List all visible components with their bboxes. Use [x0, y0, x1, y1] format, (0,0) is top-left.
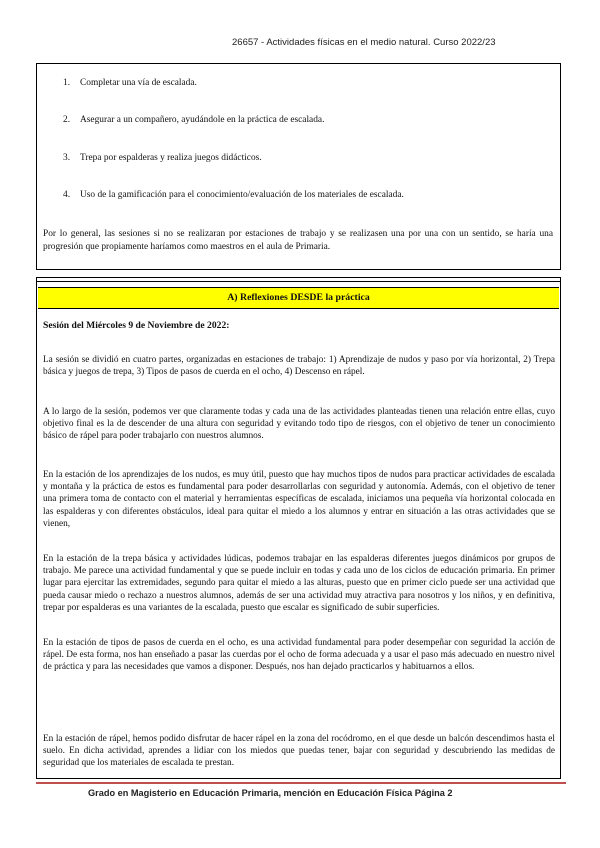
paragraph: La sesión se dividió en cuatro partes, organizadas en estaciones de trabajo: 1) Aprendizaje de nudos y paso por vía horizontal, 2) Trepa básica y juegos de trepa, 3) Tipos de pasos de cuerda en el ocho, 4) Descenso en rápel.: [43, 355, 555, 378]
page-header: 26657 - Actividades físicas en el medio natural. Curso 2022/23: [232, 37, 496, 48]
session-title: Sesión del Miércoles 9 de Noviembre de 2022:: [43, 320, 230, 331]
intro-paragraph: Por lo general, las sesiones si no se realizaran por estaciones de trabajo y se realizasen una por una con un sentido, se haría una progresión que propiamente haríamos como maestros en el aula de Primaria.: [43, 229, 553, 252]
paragraph: En la estación de tipos de pasos de cuerda en el ocho, es una actividad fundamental para poder desempeñar con seguridad la acción de rápel. De esta forma, nos han enseñado a pasar las cuerdas por el ocho de forma adecuada y a usar el paso más adecuado en nuestro nivel de práctica y para las necesidades que vamos a disponer. Después, nos han dejado practicarlos y habituarnos a ellos.: [43, 638, 555, 673]
paragraph: En la estación de los aprendizajes de los nudos, es muy útil, puesto que hay muchos tipos de nudos para practicar actividades de escalada y montaña y la práctica de estos es fundamental para poder desarrollarlas con seguridad y autonomía. Además, con el objetivo de tener una primera toma de contacto con el material y herramientas específicas de escalada, iniciamos una pequeña vía horizontal colocada en las espalderas y con diferentes obstáculos, ideal para quitar el miedo a los alumnos y entrar en situación a las otras actividades que se vienen,: [43, 470, 555, 529]
list-text: Trepa por espalderas y realiza juegos didácticos.: [80, 153, 262, 163]
paragraph: En la estación de rápel, hemos podido disfrutar de hacer rápel en la zona del rocódromo, en el que desde un balcón descendimos hasta el suelo. En dicha actividad, aprendes a lidiar con los miedos que puedas tener, bajar con seguridad y descubriendo las medidas de seguridad que los materiales de escalada te prestan.: [43, 734, 555, 769]
paragraph: En la estación de la trepa básica y actividades lúdicas, podemos trabajar en las espalderas diferentes juegos dinámicos por grupos de trabajo. Me parece una actividad fundamental y que se puede incluir en todas y cada uno de los ciclos de educación primaria. En primer lugar para ejercitar las extremidades, segundo para quitar el miedo a las alturas, puesto que en primer ciclo puede ser una actividad que pueda causar miedo o rechazo a nuestros alumnos, además de ser una actividad muy atractiva para nosotros y los niños, y en definitiva, trepar por espalderas es una variantes de la escalada, puesto que escalar es significado de subir superficies.: [43, 554, 555, 613]
list-item: [63, 78, 197, 88]
list-item: [63, 190, 404, 200]
list-item: [63, 153, 262, 163]
list-number: 2.: [63, 115, 71, 125]
list-item: [63, 115, 324, 125]
page-footer: Grado en Magisterio en Educación Primaria, mención en Educación Física Página 2: [88, 788, 453, 798]
list-text: Uso de la gamificación para el conocimiento/evaluación de los materiales de escalada.: [80, 190, 404, 200]
objectives-box: [36, 63, 561, 270]
divider: [37, 281, 560, 282]
section-heading: A) Reflexiones DESDE la práctica: [38, 287, 559, 309]
list-number: 1.: [63, 78, 71, 88]
footer-divider: [36, 782, 566, 784]
list-text: Asegurar a un compañero, ayudándole en la práctica de escalada.: [80, 115, 325, 125]
list-number: 4.: [63, 190, 71, 200]
list-number: 3.: [63, 153, 71, 163]
reflections-box: [36, 277, 561, 779]
paragraph: A lo largo de la sesión, podemos ver que claramente todas y cada una de las actividades planteadas tienen una relación entre ellas, cuyo objetivo final es la de descender de una altura con seguridad y evitando todo tipo de riesgos, con el objetivo de tener un conocimiento básico de rápel para poder trabajarlo con nuestros alumnos.: [43, 407, 555, 442]
list-text: Completar una vía de escalada.: [80, 78, 197, 88]
